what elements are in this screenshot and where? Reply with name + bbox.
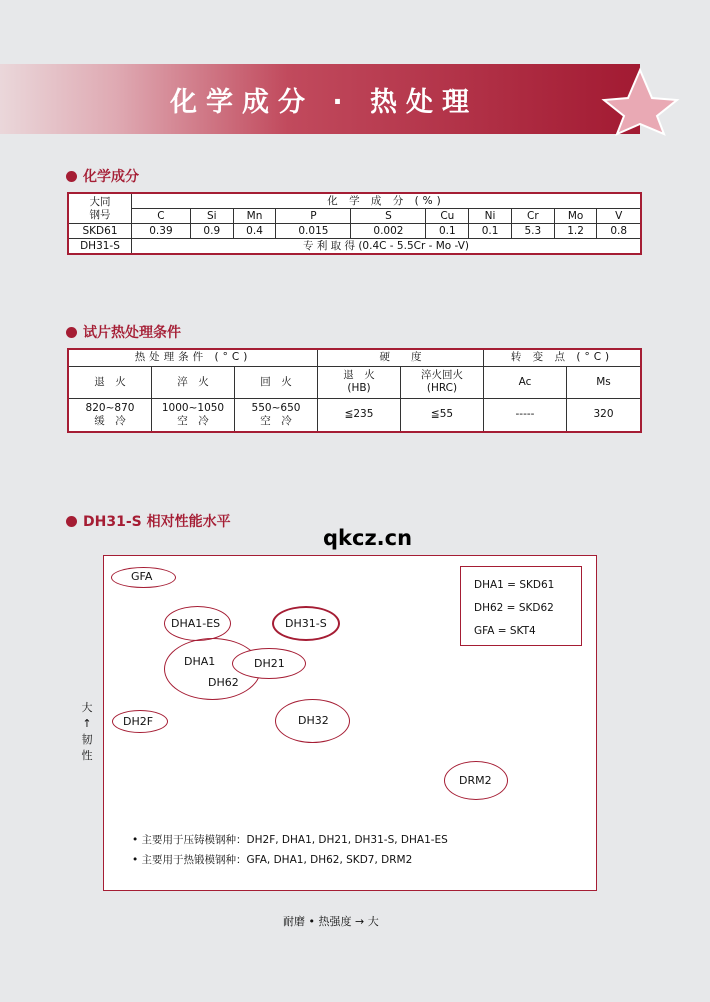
composition-group-header: 化 学 成 分 (%) — [132, 193, 642, 209]
chart-note: • 主要用于热锻模钢种：GFA, DHA1, DH62, SKD7, DRM2 — [132, 854, 413, 866]
value-cell: 0.9 — [190, 224, 233, 239]
bullet-icon — [66, 327, 77, 338]
y-axis-label: 大 ↑ 韧 性 — [81, 701, 93, 762]
element-header: C — [132, 209, 191, 224]
element-header: Si — [190, 209, 233, 224]
grade-cell: SKD61 — [68, 224, 132, 239]
legend-item: DH62 = SKD62 — [474, 602, 554, 614]
element-header: Cu — [426, 209, 469, 224]
bullet-icon — [66, 516, 77, 527]
conditions-group-header: 热处理条件 (°C) — [68, 349, 318, 366]
steel-grade-header: 大同 钢号 — [68, 193, 132, 224]
value-cell: 320 — [567, 398, 642, 432]
value-cell: 0.1 — [426, 224, 469, 239]
value-cell: 0.8 — [597, 224, 641, 239]
table-row — [68, 398, 641, 432]
grade-label-dh21: DH21 — [254, 657, 285, 670]
watermark: qkcz.cn — [323, 526, 413, 550]
sub-header: Ms — [567, 366, 642, 398]
heat-section-heading: 试片热处理条件 — [66, 322, 181, 342]
grade-label-drm2: DRM2 — [459, 774, 492, 787]
hardness-group-header: 硬 度 — [318, 349, 484, 366]
grade-label-dh32: DH32 — [298, 714, 329, 727]
chart-legend — [460, 566, 582, 646]
chem-section-heading: 化学成分 — [66, 166, 139, 186]
grade-label-dha1: DHA1 — [184, 655, 216, 668]
sub-header: 退 火 (HB) — [318, 366, 401, 398]
value-cell: 0.015 — [276, 224, 351, 239]
sub-header: 退 火 — [68, 366, 152, 398]
grade-label-dha1es: DHA1-ES — [171, 617, 221, 630]
grade-label-dh62: DH62 — [208, 676, 239, 689]
sub-header: 回 火 — [235, 366, 318, 398]
x-axis-label: 耐磨 • 热强度 → 大 — [283, 915, 379, 928]
value-cell: 0.1 — [469, 224, 512, 239]
value-cell: 820~870 缓 冷 — [68, 398, 152, 432]
value-cell: ≦55 — [401, 398, 484, 432]
grade-label-dh31s: DH31-S — [285, 617, 327, 630]
bullet-icon — [66, 171, 77, 182]
grade-label-dh2f: DH2F — [123, 715, 154, 728]
performance-section-heading: DH31-S 相对性能水平 — [66, 511, 231, 531]
element-header: S — [351, 209, 426, 224]
chemical-composition-table — [67, 192, 642, 255]
legend-item: DHA1 = SKD61 — [474, 579, 555, 591]
element-header: V — [597, 209, 641, 224]
element-header: Cr — [511, 209, 554, 224]
element-header: Mn — [233, 209, 276, 224]
page-title: 化学成分 · 热处理 — [170, 87, 479, 118]
sub-header: 淬火回火 (HRC) — [401, 366, 484, 398]
grade-label-gfa: GFA — [131, 570, 153, 583]
value-cell: 550~650 空 冷 — [235, 398, 318, 432]
value-cell: ----- — [484, 398, 567, 432]
value-cell: ≦235 — [318, 398, 401, 432]
table-row — [68, 224, 641, 239]
table-row — [68, 239, 641, 255]
value-cell: 0.39 — [132, 224, 191, 239]
heat-treatment-table — [67, 348, 642, 433]
element-header: Mo — [554, 209, 597, 224]
value-cell: 1.2 — [554, 224, 597, 239]
legend-item: GFA = SKT4 — [474, 625, 536, 637]
value-cell: 0.002 — [351, 224, 426, 239]
element-header: Ni — [469, 209, 512, 224]
patent-cell: 专 利 取 得 (0.4C - 5.5Cr - Mo -V) — [132, 239, 642, 255]
element-header: P — [276, 209, 351, 224]
grade-cell: DH31-S — [68, 239, 132, 255]
value-cell: 1000~1050 空 冷 — [152, 398, 235, 432]
chart-note: • 主要用于压铸模钢种：DH2F, DHA1, DH21, DH31-S, DHA1-ES — [132, 834, 448, 846]
sub-header: Ac — [484, 366, 567, 398]
sub-header: 淬 火 — [152, 366, 235, 398]
value-cell: 0.4 — [233, 224, 276, 239]
value-cell: 5.3 — [511, 224, 554, 239]
transform-group-header: 转 变 点 (°C) — [484, 349, 642, 366]
